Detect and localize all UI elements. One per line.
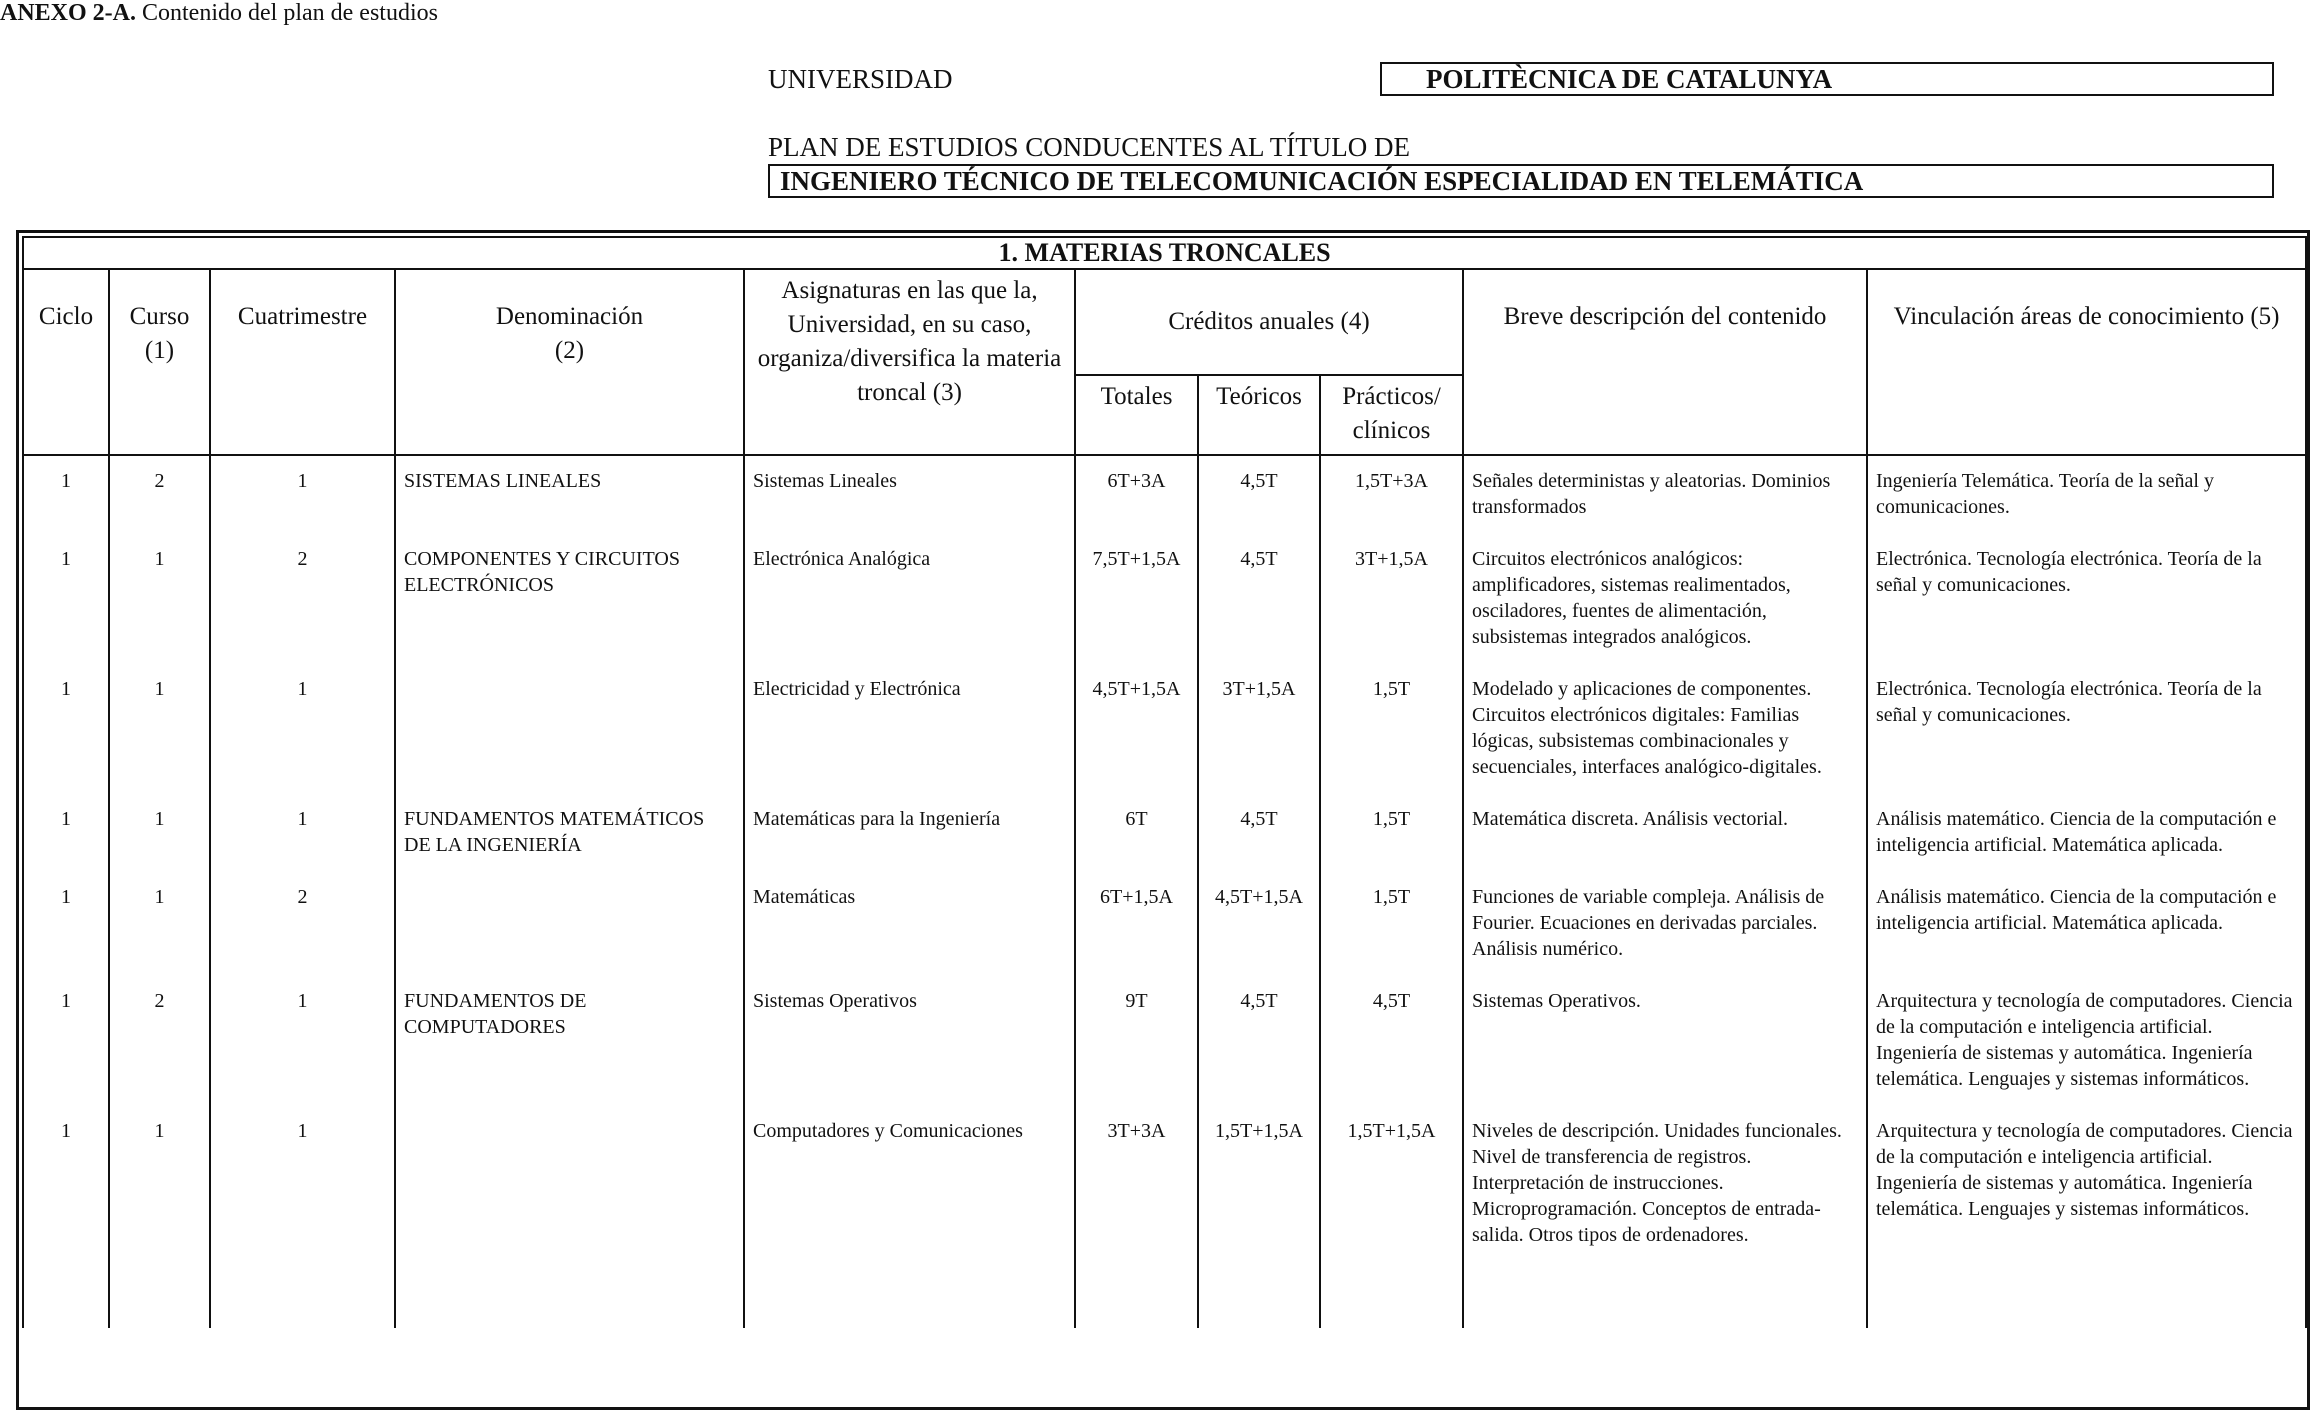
cell-denominacion: FUNDAMENTOS MATEMÁTICOS DE LA INGENIERÍA [395, 800, 744, 878]
cell-teoricos: 4,5T [1198, 540, 1320, 670]
cell-vinculacion: Arquitectura y tecnología de computadores. Ciencia de la computación e inteligencia artificial. Ingeniería de sistemas y automática. Ingeniería telemática. Lenguajes y sistemas informáticos. [1867, 1112, 2306, 1268]
cell-totales: 6T [1075, 800, 1198, 878]
cell-asignatura: Sistemas Operativos [744, 982, 1075, 1112]
cell-teoricos: 1,5T+1,5A [1198, 1112, 1320, 1268]
cell-denominacion [395, 1112, 744, 1268]
cell-teoricos: 3T+1,5A [1198, 670, 1320, 800]
table-row [23, 982, 2306, 1112]
table-filler-row [23, 1268, 2306, 1328]
cell-cuatrimestre: 1 [210, 800, 395, 878]
cell-teoricos: 4,5T [1198, 982, 1320, 1112]
empty-cell [1075, 1268, 1198, 1328]
empty-cell [210, 1268, 395, 1328]
cell-denominacion: COMPONENTES Y CIRCUITOS ELECTRÓNICOS [395, 540, 744, 670]
cell-denominacion: FUNDAMENTOS DE COMPUTADORES [395, 982, 744, 1112]
cell-asignatura: Matemáticas para la Ingeniería [744, 800, 1075, 878]
cell-denominacion: SISTEMAS LINEALES [395, 455, 744, 540]
table-row [23, 540, 2306, 670]
cell-cuatrimestre: 1 [210, 670, 395, 800]
cell-practicos: 1,5T [1320, 670, 1463, 800]
cell-cuatrimestre: 1 [210, 982, 395, 1112]
cell-asignatura: Sistemas Lineales [744, 455, 1075, 540]
cell-totales: 6T+1,5A [1075, 878, 1198, 982]
troncales-table [22, 236, 2307, 1328]
cell-cuatrimestre: 1 [210, 1112, 395, 1268]
cell-curso: 2 [109, 455, 210, 540]
cell-totales: 3T+3A [1075, 1112, 1198, 1268]
table-row [23, 800, 2306, 878]
cell-ciclo: 1 [23, 540, 109, 670]
cell-totales: 7,5T+1,5A [1075, 540, 1198, 670]
cell-practicos: 1,5T [1320, 878, 1463, 982]
cell-cuatrimestre: 2 [210, 540, 395, 670]
cell-curso: 1 [109, 670, 210, 800]
cell-teoricos: 4,5T+1,5A [1198, 878, 1320, 982]
table-row [23, 670, 2306, 800]
cell-totales: 4,5T+1,5A [1075, 670, 1198, 800]
cell-ciclo: 1 [23, 455, 109, 540]
cell-ciclo: 1 [23, 1112, 109, 1268]
cell-denominacion [395, 878, 744, 982]
header-creditos: Créditos anuales (4) [1075, 269, 1463, 375]
table-row [23, 455, 2306, 540]
cell-asignatura: Matemáticas [744, 878, 1075, 982]
university-label: UNIVERSIDAD [768, 64, 953, 94]
cell-teoricos: 4,5T [1198, 455, 1320, 540]
empty-cell [1198, 1268, 1320, 1328]
cell-totales: 9T [1075, 982, 1198, 1112]
header-descripcion: Breve descripción del contenido [1463, 269, 1867, 455]
cell-ciclo: 1 [23, 670, 109, 800]
cell-descripcion: Matemática discreta. Análisis vectorial. [1463, 800, 1867, 878]
header-teoricos: Teóricos [1198, 375, 1320, 455]
cell-asignatura: Electricidad y Electrónica [744, 670, 1075, 800]
header-vinculacion: Vinculación áreas de conocimiento (5) [1867, 269, 2306, 455]
cell-practicos: 3T+1,5A [1320, 540, 1463, 670]
cell-descripcion: Modelado y aplicaciones de componentes. Circuitos electrónicos digitales: Familias lógicas, subsistemas combinacionales y secuenciales, interfaces analógico-digitales. [1463, 670, 1867, 800]
cell-vinculacion: Análisis matemático. Ciencia de la computación e inteligencia artificial. Matemática aplicada. [1867, 800, 2306, 878]
table-row [23, 878, 2306, 982]
cell-asignatura: Electrónica Analógica [744, 540, 1075, 670]
annex-description: Contenido del plan de estudios [142, 0, 438, 26]
cell-cuatrimestre: 2 [210, 878, 395, 982]
cell-vinculacion: Electrónica. Tecnología electrónica. Teoría de la señal y comunicaciones. [1867, 540, 2306, 670]
header-ciclo: Ciclo [23, 269, 109, 455]
empty-cell [1320, 1268, 1463, 1328]
annex-label: ANEXO 2-A. [0, 0, 136, 26]
cell-descripcion: Señales deterministas y aleatorias. Dominios transformados [1463, 455, 1867, 540]
empty-cell [109, 1268, 210, 1328]
plan-label: PLAN DE ESTUDIOS CONDUCENTES AL TÍTULO DE [768, 132, 1410, 162]
cell-descripcion: Circuitos electrónicos analógicos: amplificadores, sistemas realimentados, osciladores, fuentes de alimentación, subsistemas integrados analógicos. [1463, 540, 1867, 670]
cell-vinculacion: Electrónica. Tecnología electrónica. Teoría de la señal y comunicaciones. [1867, 670, 2306, 800]
header-asignaturas: Asignaturas en las que la, Universidad, en su caso, organiza/diversifica la materia troncal (3) [744, 269, 1075, 455]
cell-vinculacion: Ingeniería Telemática. Teoría de la señal y comunicaciones. [1867, 455, 2306, 540]
cell-asignatura: Computadores y Comunicaciones [744, 1112, 1075, 1268]
cell-descripcion: Sistemas Operativos. [1463, 982, 1867, 1112]
degree-title-box: INGENIERO TÉCNICO DE TELECOMUNICACIÓN ESPECIALIDAD EN TELEMÁTICA [768, 164, 2274, 198]
empty-cell [1463, 1268, 1867, 1328]
university-name-box: POLITÈCNICA DE CATALUNYA [1380, 62, 2274, 96]
cell-curso: 1 [109, 540, 210, 670]
cell-practicos: 4,5T [1320, 982, 1463, 1112]
cell-ciclo: 1 [23, 800, 109, 878]
cell-totales: 6T+3A [1075, 455, 1198, 540]
cell-curso: 1 [109, 1112, 210, 1268]
cell-curso: 2 [109, 982, 210, 1112]
empty-cell [23, 1268, 109, 1328]
header-totales: Totales [1075, 375, 1198, 455]
cell-practicos: 1,5T+1,5A [1320, 1112, 1463, 1268]
cell-cuatrimestre: 1 [210, 455, 395, 540]
cell-practicos: 1,5T [1320, 800, 1463, 878]
cell-denominacion [395, 670, 744, 800]
cell-curso: 1 [109, 878, 210, 982]
empty-cell [1867, 1268, 2306, 1328]
cell-practicos: 1,5T+3A [1320, 455, 1463, 540]
header-practicos: Prácticos/ clínicos [1320, 375, 1463, 455]
empty-cell [395, 1268, 744, 1328]
cell-curso: 1 [109, 800, 210, 878]
cell-vinculacion: Análisis matemático. Ciencia de la computación e inteligencia artificial. Matemática aplicada. [1867, 878, 2306, 982]
cell-descripcion: Niveles de descripción. Unidades funcionales. Nivel de transferencia de registros. Interpretación de instrucciones. Microprogramación. Conceptos de entrada-salida. Otros tipos de ordenadores. [1463, 1112, 1867, 1268]
cell-descripcion: Funciones de variable compleja. Análisis de Fourier. Ecuaciones en derivadas parciales. Análisis numérico. [1463, 878, 1867, 982]
annex-heading [0, 0, 438, 27]
section-title: 1. MATERIAS TRONCALES [23, 237, 2306, 269]
cell-ciclo: 1 [23, 982, 109, 1112]
cell-teoricos: 4,5T [1198, 800, 1320, 878]
header-denominacion: Denominación (2) [395, 269, 744, 455]
empty-cell [744, 1268, 1075, 1328]
table-row [23, 1112, 2306, 1268]
header-cuatrimestre: Cuatrimestre [210, 269, 395, 455]
header-curso: Curso (1) [109, 269, 210, 455]
cell-ciclo: 1 [23, 878, 109, 982]
cell-vinculacion: Arquitectura y tecnología de computadores. Ciencia de la computación e inteligencia artificial. Ingeniería de sistemas y automática. Ingeniería telemática. Lenguajes y sistemas informáticos. [1867, 982, 2306, 1112]
